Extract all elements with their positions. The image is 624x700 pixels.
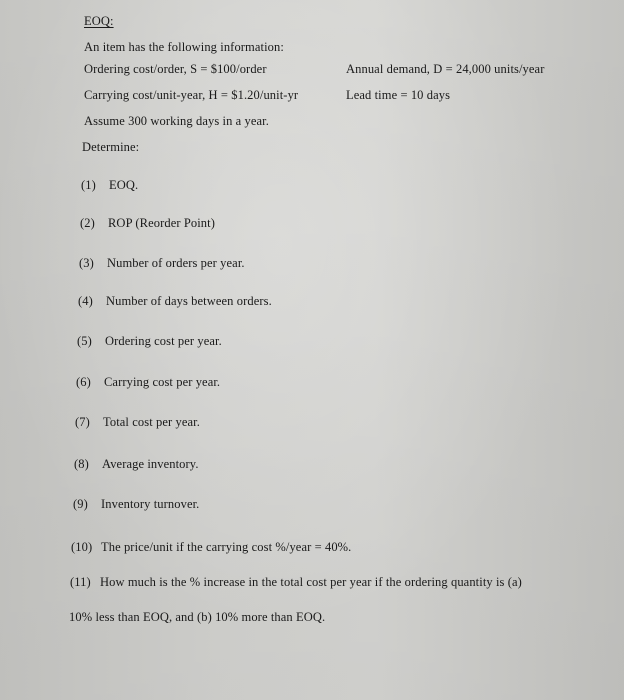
determine-heading: Determine: bbox=[82, 140, 140, 154]
question-number: (2) bbox=[80, 216, 95, 230]
question-continuation: 10% less than EOQ, and (b) 10% more than EOQ. bbox=[69, 610, 326, 624]
lead-time-text: Lead time = 10 days bbox=[346, 88, 451, 102]
question-item bbox=[74, 457, 199, 472]
question-text: EOQ. bbox=[109, 178, 139, 192]
annual-demand-text: Annual demand, D = 24,000 units/year bbox=[346, 62, 545, 76]
question-item bbox=[80, 216, 215, 231]
question-text: ROP (Reorder Point) bbox=[108, 216, 215, 230]
question-number: (5) bbox=[77, 334, 92, 348]
question-number: (1) bbox=[81, 178, 96, 192]
question-item bbox=[71, 540, 351, 555]
question-item bbox=[81, 178, 138, 193]
question-number: (7) bbox=[75, 415, 90, 429]
carrying-cost-text: Carrying cost/unit-year, H = $1.20/unit-yr bbox=[84, 88, 299, 102]
question-text: Ordering cost per year. bbox=[105, 334, 222, 348]
question-text: Number of days between orders. bbox=[106, 294, 272, 308]
question-number: (10) bbox=[71, 540, 93, 554]
question-text: How much is the % increase in the total cost per year if the ordering quantity is (a) bbox=[100, 575, 522, 589]
question-text: Total cost per year. bbox=[103, 415, 200, 429]
question-number: (8) bbox=[74, 457, 89, 471]
question-item bbox=[78, 294, 272, 309]
assumption-text: Assume 300 working days in a year. bbox=[84, 114, 269, 128]
question-text: Number of orders per year. bbox=[107, 256, 245, 270]
intro-text: An item has the following information: bbox=[84, 40, 284, 54]
question-number: (4) bbox=[78, 294, 93, 308]
document-title: EOQ: bbox=[84, 14, 114, 28]
question-item bbox=[70, 575, 522, 590]
question-item bbox=[73, 497, 199, 512]
question-number: (9) bbox=[73, 497, 88, 511]
question-text: Inventory turnover. bbox=[101, 497, 200, 511]
question-item bbox=[75, 415, 200, 430]
question-item bbox=[76, 375, 220, 390]
question-number: (3) bbox=[79, 256, 94, 270]
question-text: Carrying cost per year. bbox=[104, 375, 221, 389]
question-number: (6) bbox=[76, 375, 91, 389]
question-text: Average inventory. bbox=[102, 457, 199, 471]
question-item bbox=[77, 334, 222, 349]
question-number: (11) bbox=[70, 575, 91, 589]
ordering-cost-text: Ordering cost/order, S = $100/order bbox=[84, 62, 267, 76]
question-item bbox=[79, 256, 245, 271]
question-text: The price/unit if the carrying cost %/year = 40%. bbox=[101, 540, 352, 554]
